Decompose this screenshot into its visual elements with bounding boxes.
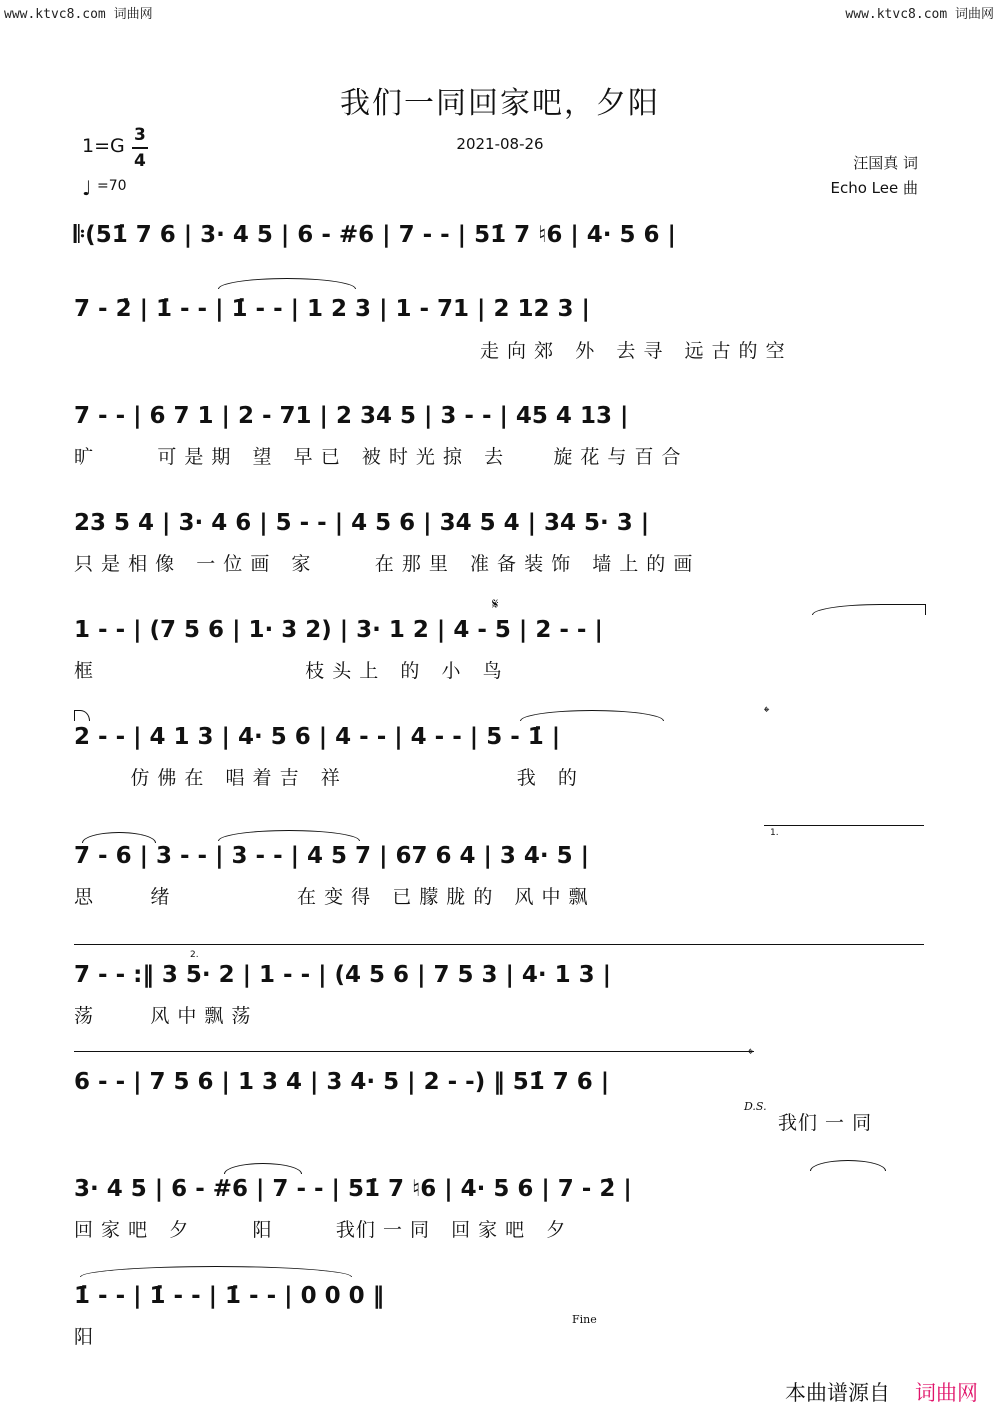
composer-credit: Echo Lee 曲 [830,179,918,197]
tie-arc [224,1163,302,1174]
watermark-right: www.ktvc8.com 词曲网 [845,7,994,22]
time-signature-line [132,147,148,149]
tie-arc [218,830,360,841]
notation-row-9: 6 - - | 7 5 6 | 1 3 4 | 3 4· 5 | 2 - -) ‖ 51̇ 7 6 | [74,1069,610,1095]
time-signature-bottom: 4 [134,151,146,171]
coda-icon: 𝄌 [748,1045,754,1063]
lyric-row-9: 我们 一 同 [778,1112,873,1134]
key-signature: 1=G [82,135,125,157]
lyric-row-2: 走 向 郊 外 去 寻 远 古 的 空 [480,340,786,362]
volta-bracket-1 [764,825,924,826]
lyric-row-3: 旷 可 是 期 望 早 已 被 时 光 掠 去 旋 花 与 百 合 [74,446,682,468]
segno-icon: 𝄋 [492,595,499,613]
lyric-row-6: 仿 佛 在 唱 着 吉 祥 我 的 [74,767,578,789]
tie-arc [218,278,356,289]
notation-row-4: 23 5 4 | 3· 4 6 | 5 - - | 4 5 6 | 34 5 4 | 34 5· 3 | [74,510,650,536]
notation-row-10: 3· 4 5 | 6 - #6 | 7 - - | 51̇ 7 ♮6 | 4· 5 6 | 7 - 2̇ | [74,1176,632,1202]
notation-row-7: 7 - 6 | 3 - - | 3 - - | 4 5 7 | 67 6 4 | 3 4· 5 | [74,843,590,869]
tie-arc [520,710,664,721]
tie-arc [810,1160,886,1171]
staff-rule [74,944,924,945]
time-signature-top: 3 [134,125,146,145]
notation-row-8: 7 - - :‖ 3 5· 2 | 1 - - | (4 5 6 | 7 5 3 | 4· 1 3 | [74,962,612,988]
notation-row-3: 7 - - | 6 7 1 | 2 - 71 | 2 34 5 | 3 - - | 45 4 13 | [74,403,629,429]
song-title: 我们一同回家吧，夕阳 [340,86,660,121]
lyric-row-8: 荡 风 中 飘 荡 [74,1005,252,1027]
notation-row-6: 2 - - | 4 1 3 | 4· 5 6 | 4 - - | 4 - - | 5 - 1̇ | [74,724,561,750]
quarter-note-icon: ♩ [82,176,92,200]
volta-2-label: 2. [190,950,199,960]
tempo-value: =70 [97,178,127,194]
staff-rule [74,1051,754,1052]
notation-row-1: 𝄆(51̇ 7 6 | 3· 4 5 | 6 - #6 | 7 - - | 51̇ 7 ♮6 | 4· 5 6 | [74,222,676,248]
notation-row-2: 7 - 2̇ | 1̇ - - | 1̇ - - | 1 2 3 | 1 - 71 | 2 12 3 | [74,296,590,322]
coda-icon: 𝄌 [764,703,770,721]
volta-1-label: 1. [770,828,779,838]
tie-arc [74,710,90,721]
footer-site-link[interactable]: 词曲网 [915,1381,978,1405]
date-label: 2021-08-26 [456,135,544,153]
ds-label: D.S. [744,1100,767,1113]
tie-arc [82,832,156,843]
lyric-row-7: 思 绪 在 变 得 已 朦 胧 的 风 中 飘 [74,886,589,908]
lyric-row-11: 阳 [74,1326,95,1348]
tie-arc [812,604,926,615]
notation-row-5: 1 - - | (7 5 6 | 1· 3 2) | 3· 1 2 | 4 - 5 | 2 - - | [74,617,603,643]
tie-arc [80,1266,352,1277]
lyricist-credit: 汪国真 词 [853,154,918,172]
fine-label: Fine [572,1313,597,1326]
lyric-row-5: 框 枝 头 上 的 小 鸟 [74,660,503,682]
lyric-row-10: 回 家 吧 夕 阳 我们 一 同 回 家 吧 夕 [74,1219,567,1241]
notation-row-11: 1̇ - - | 1̇ - - | 1̇ - - | 0 0 0 ‖ [74,1283,385,1309]
lyric-row-4: 只 是 相 像 一 位 画 家 在 那 里 准 备 装 饰 墙 上 的 画 [74,553,694,575]
watermark-left: www.ktvc8.com 词曲网 [4,7,153,22]
footer-source: 本曲谱源自 [785,1381,890,1405]
